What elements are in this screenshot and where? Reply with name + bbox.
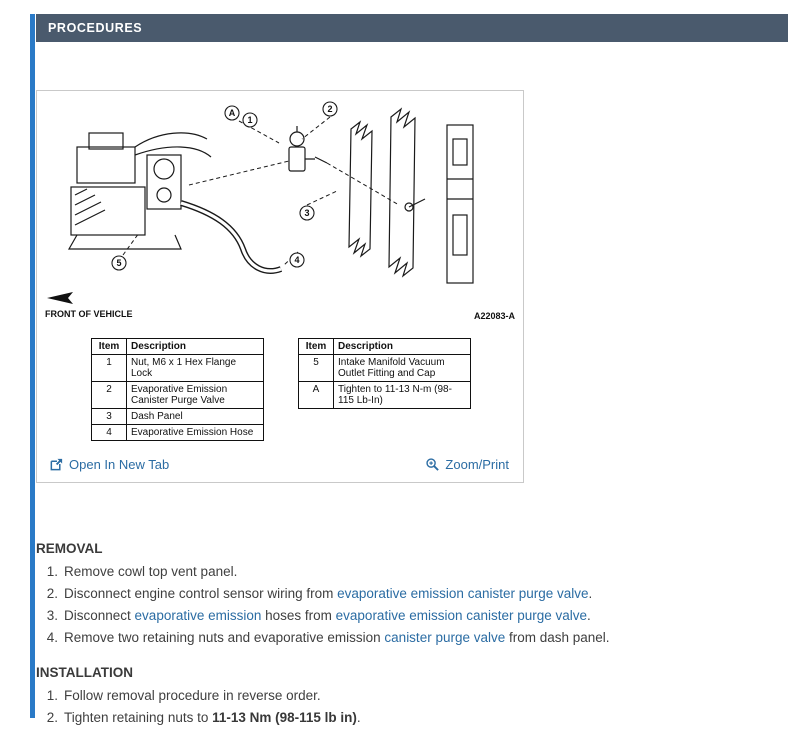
- section-heading: INSTALLATION: [36, 665, 133, 680]
- zoom-print-link[interactable]: [425, 457, 509, 472]
- inline-link[interactable]: evaporative emission canister purge valve: [335, 608, 588, 623]
- vehicle-diagram: [37, 91, 523, 338]
- step-number: 2.: [46, 586, 58, 601]
- open-in-new-tab-link[interactable]: [49, 457, 169, 472]
- procedures-header: [36, 14, 788, 42]
- procedure-step: [36, 685, 728, 707]
- table-row: [92, 409, 264, 425]
- step-number: 1.: [46, 564, 58, 579]
- description-cell: Evaporative Emission Hose: [127, 425, 264, 441]
- front-of-vehicle-arrow: [47, 292, 73, 304]
- step-text: Disconnect engine control sensor wiring from evaporative emission canister purge valve.: [64, 586, 593, 601]
- table-header-row: [92, 339, 264, 355]
- callout-label-a: A: [228, 108, 236, 118]
- item-cell: 2: [92, 382, 127, 409]
- parts-table: [298, 338, 471, 409]
- inline-link[interactable]: evaporative emission canister purge valve: [337, 586, 589, 601]
- item-cell: 5: [299, 355, 334, 382]
- procedure-sections: [36, 541, 788, 729]
- step-text: Remove two retaining nuts and evaporative emission canister purge valve from dash panel.: [64, 630, 610, 645]
- figure-panel: [36, 90, 524, 483]
- figure-tables: [37, 338, 523, 449]
- step-text: Disconnect evaporative emission hoses from evaporative emission canister purge valve.: [64, 608, 591, 623]
- item-cell: 3: [92, 409, 127, 425]
- inline-link[interactable]: evaporative emission: [134, 608, 262, 623]
- description-cell: Dash Panel: [127, 409, 264, 425]
- section-heading: REMOVAL: [36, 541, 103, 556]
- bold-text: 11-13 Nm (98-115 lb in): [212, 710, 357, 725]
- procedure-step: [36, 707, 728, 729]
- procedure-step: [36, 583, 728, 605]
- table-header-cell: Item: [92, 339, 127, 355]
- procedure-step: [36, 561, 728, 583]
- callout-label-4: 4: [294, 255, 300, 265]
- table-header-cell: Description: [334, 339, 471, 355]
- step-text: Remove cowl top vent panel.: [64, 564, 238, 579]
- description-cell: Intake Manifold Vacuum Outlet Fitting and Cap: [334, 355, 471, 382]
- table-row: [92, 382, 264, 409]
- table-header-row: [299, 339, 471, 355]
- description-cell: Nut, M6 x 1 Hex Flange Lock: [127, 355, 264, 382]
- callout-label-5: 5: [116, 258, 122, 268]
- callout-label-1: 1: [247, 115, 253, 125]
- zoom-icon: [425, 457, 440, 472]
- table-header-cell: Item: [299, 339, 334, 355]
- vehicle-diagram-svg: [39, 95, 521, 333]
- figure-actions: [37, 449, 523, 482]
- step-text: Follow removal procedure in reverse order.: [64, 688, 321, 703]
- open-in-new-tab-icon: [49, 457, 64, 472]
- table-header-cell: Description: [127, 339, 264, 355]
- step-text: Tighten retaining nuts to 11-13 Nm (98-115 lb in).: [64, 710, 361, 725]
- description-cell: Evaporative Emission Canister Purge Valve: [127, 382, 264, 409]
- table-row: [299, 355, 471, 382]
- inline-link[interactable]: canister purge valve: [384, 630, 506, 645]
- open-in-new-tab-label: Open In New Tab: [69, 457, 170, 472]
- table-row: [92, 425, 264, 441]
- step-number: 4.: [46, 630, 58, 645]
- table-row: [92, 355, 264, 382]
- parts-table: [91, 338, 264, 441]
- callout-label-2: 2: [327, 104, 333, 114]
- description-cell: Tighten to 11-13 N-m (98-115 Lb-In): [334, 382, 471, 409]
- main-content: [36, 90, 788, 725]
- item-cell: 4: [92, 425, 127, 441]
- front-of-vehicle-label: FRONT OF VEHICLE: [45, 309, 133, 319]
- step-number: 3.: [46, 608, 58, 623]
- procedure-step: [36, 605, 728, 627]
- figure-code: A22083-A: [473, 311, 515, 321]
- procedure-step: [36, 627, 728, 649]
- callout-label-3: 3: [304, 208, 310, 218]
- page-title: PROCEDURES: [48, 21, 143, 35]
- step-number: 2.: [46, 710, 58, 725]
- item-cell: 1: [92, 355, 127, 382]
- left-accent-bar: [30, 14, 35, 718]
- zoom-print-label: Zoom/Print: [445, 457, 509, 472]
- step-number: 1.: [46, 688, 58, 703]
- table-row: [299, 382, 471, 409]
- item-cell: A: [299, 382, 334, 409]
